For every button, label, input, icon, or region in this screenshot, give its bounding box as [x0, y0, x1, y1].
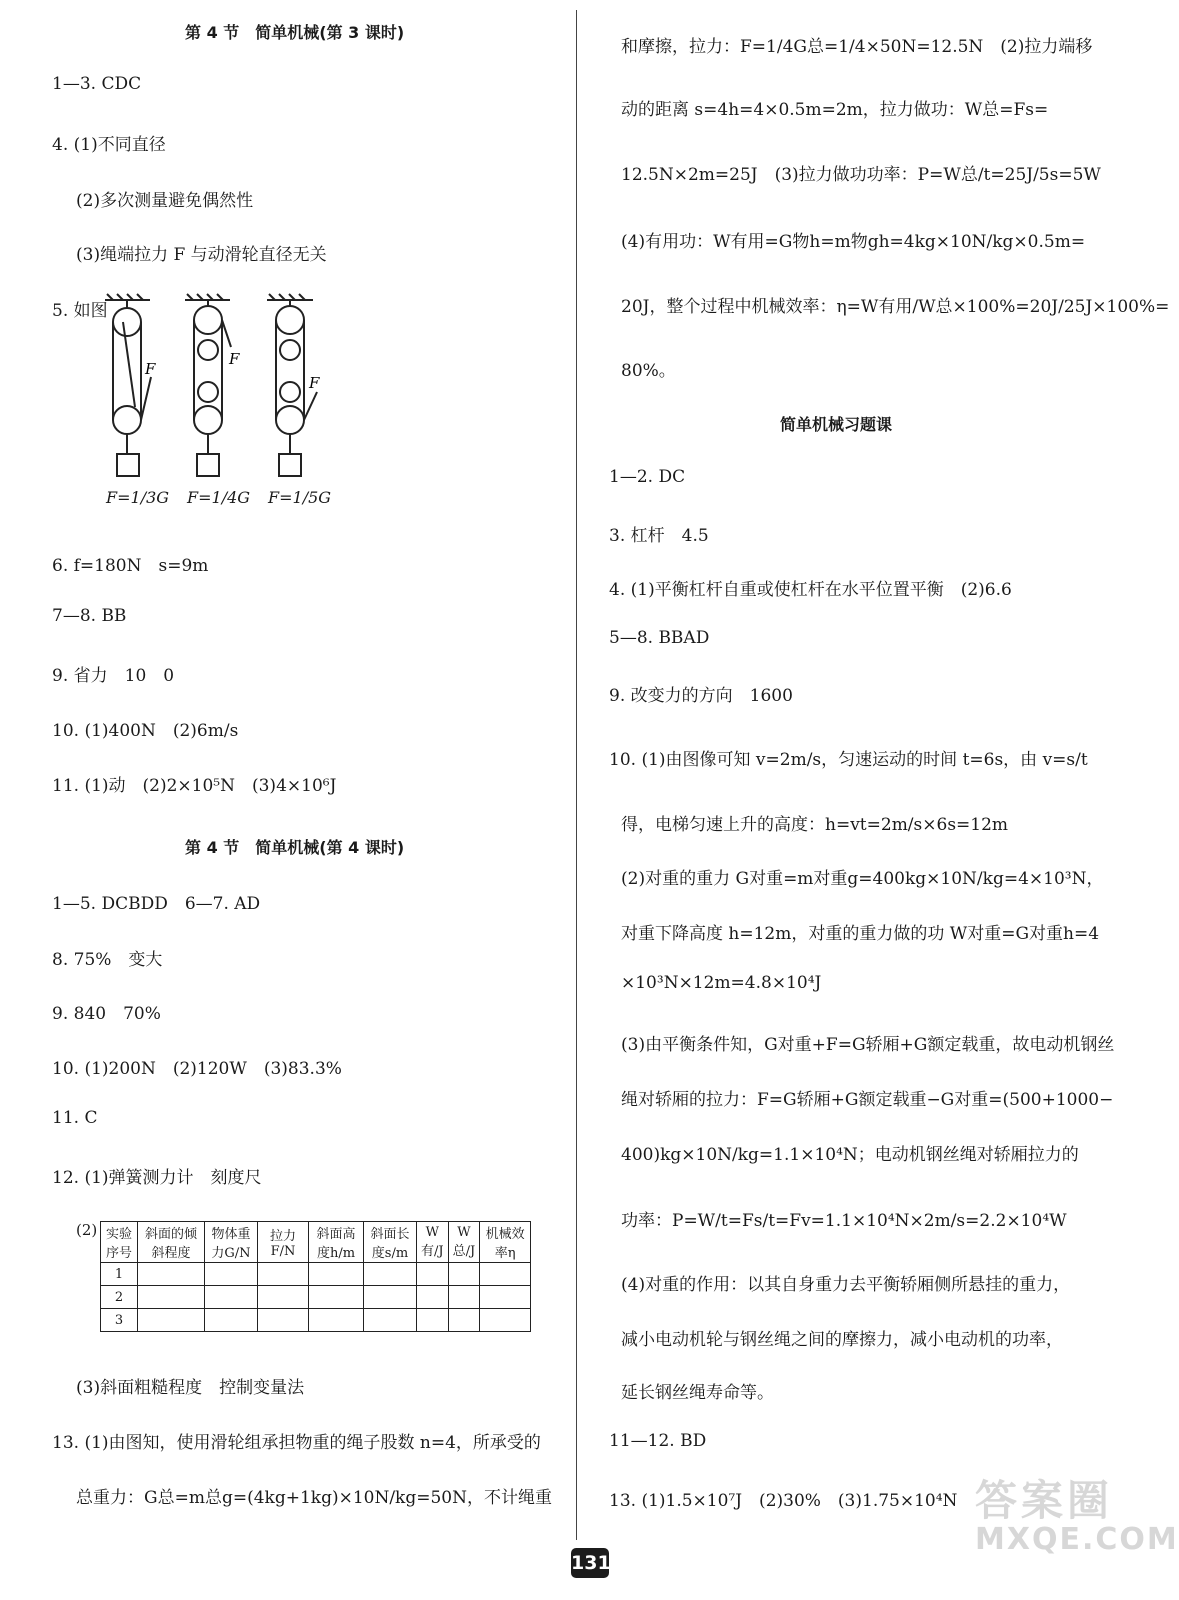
answer-4-3: (3)绳端拉力 F 与动滑轮直径无关: [76, 245, 327, 265]
answer-d-10-1: 10. (1)由图像可知 v=2m/s，匀速运动的时间 t=6s，由 v=s/t: [609, 750, 1088, 770]
answer-b-11: 11. C: [52, 1108, 98, 1128]
answer-d-11-12: 11—12. BD: [609, 1431, 707, 1451]
section-heading-exercise: 简单机械习题课: [780, 415, 893, 434]
answer-c-4: (4)有用功：W有用=G物h=m物gh=4kg×10N/kg×0.5m=: [621, 232, 1086, 252]
table-header-cell: W总/J: [448, 1222, 480, 1263]
answer-d-1-2: 1—2. DC: [609, 467, 686, 487]
table-header-cell: 斜面高度h/m: [309, 1222, 364, 1263]
answer-4-2: (2)多次测量避免偶然性: [76, 191, 254, 211]
answer-b-12-2-label: (2): [76, 1221, 98, 1239]
answer-d-4: 4. (1)平衡杠杆自重或使杠杆在水平位置平衡 (2)6.6: [609, 580, 1012, 600]
pulley-figure: [95, 292, 335, 492]
answer-b-13-1: 13. (1)由图知，使用滑轮组承担物重的绳子股数 n=4，所承受的: [52, 1433, 541, 1453]
answer-d-10-3: (2)对重的重力 G对重=m对重g=400kg×10N/kg=4×10³N，: [621, 869, 1104, 889]
watermark-logo: [975, 1468, 1179, 1557]
table-cell-index: 1: [101, 1263, 138, 1286]
table-cell-index: 3: [101, 1309, 138, 1332]
table-row: [101, 1263, 531, 1286]
answer-c-6: 80%。: [621, 361, 676, 381]
answer-b-13-2: 总重力：G总=m总g=(4kg+1kg)×10N/kg=50N，不计绳重: [76, 1488, 552, 1508]
table-row: [101, 1286, 531, 1309]
watermark-top-text: 答案圈: [975, 1476, 1114, 1525]
column-divider: [576, 10, 577, 1540]
experiment-table: [100, 1221, 531, 1332]
answer-b-12-3: (3)斜面粗糙程度 控制变量法: [76, 1378, 305, 1398]
table-row: [101, 1309, 531, 1332]
answer-d-10-10: (4)对重的作用：以其自身重力去平衡轿厢侧所悬挂的重力，: [621, 1275, 1071, 1295]
figure-caption-2: F=1/4G: [187, 488, 251, 507]
answer-c-2: 动的距离 s=4h=4×0.5m=2m，拉力做功：W总=Fs=: [621, 100, 1049, 120]
table-header-cell: 斜面长度s/m: [364, 1222, 417, 1263]
section-heading-lesson-3: 第 4 节 简单机械(第 3 课时): [185, 23, 405, 42]
answer-10: 10. (1)400N (2)6m/s: [52, 721, 239, 741]
answer-c-5: 20J，整个过程中机械效率：η=W有用/W总×100%=20J/25J×100%=: [621, 297, 1170, 317]
figure-caption-3: F=1/5G: [268, 488, 332, 507]
section-heading-lesson-4: 第 4 节 简单机械(第 4 课时): [185, 838, 405, 857]
figure-caption-1: F=1/3G: [106, 488, 170, 507]
answer-b-8: 8. 75% 变大: [52, 950, 163, 970]
force-label-3: F: [309, 374, 320, 392]
force-label-1: F: [145, 360, 156, 378]
answer-1-3: 1—3. CDC: [52, 74, 142, 94]
answer-d-10-6: (3)由平衡条件知，G对重+F=G轿厢+G额定载重，故电动机钢丝: [621, 1035, 1115, 1055]
answer-d-10-12: 延长钢丝绳寿命等。: [621, 1383, 774, 1403]
answer-4-1: 4. (1)不同直径: [52, 135, 166, 155]
answer-d-10-7: 绳对轿厢的拉力：F=G轿厢+G额定载重−G对重=(500+1000−: [621, 1090, 1114, 1110]
table-header-cell: 拉力F/N: [258, 1222, 309, 1263]
answer-6: 6. f=180N s=9m: [52, 556, 209, 576]
answer-d-10-8: 400)kg×10N/kg=1.1×10⁴N；电动机钢丝绳对轿厢拉力的: [621, 1145, 1079, 1165]
table-cell-index: 2: [101, 1286, 138, 1309]
answer-d-13: 13. (1)1.5×10⁷J (2)30% (3)1.75×10⁴N: [609, 1491, 958, 1511]
answer-b-9: 9. 840 70%: [52, 1004, 161, 1024]
answer-7-8: 7—8. BB: [52, 606, 127, 626]
answer-d-5-8: 5—8. BBAD: [609, 628, 710, 648]
table-header-cell: 斜面的倾斜程度: [138, 1222, 205, 1263]
answer-b-1-7: 1—5. DCBDD 6—7. AD: [52, 894, 261, 914]
watermark-bottom-text: MXQE.COM: [975, 1522, 1179, 1557]
table-header-cell: 机械效率η: [480, 1222, 531, 1263]
answer-d-10-4: 对重下降高度 h=12m，对重的重力做的功 W对重=G对重h=4: [621, 924, 1100, 944]
answer-d-10-2: 得，电梯匀速上升的高度：h=vt=2m/s×6s=12m: [621, 815, 1009, 835]
answer-b-12-1: 12. (1)弹簧测力计 刻度尺: [52, 1168, 262, 1188]
table-header-cell: W有/J: [417, 1222, 449, 1263]
force-label-2: F: [229, 350, 240, 368]
answer-c-1: 和摩擦，拉力：F=1/4G总=1/4×50N=12.5N (2)拉力端移: [621, 37, 1093, 57]
table-header-row: [101, 1222, 531, 1263]
answer-d-10-11: 减小电动机轮与钢丝绳之间的摩擦力，减小电动机的功率，: [621, 1330, 1063, 1350]
answer-d-9: 9. 改变力的方向 1600: [609, 686, 793, 706]
answer-9: 9. 省力 10 0: [52, 666, 175, 686]
page-number: 131: [571, 1548, 609, 1578]
table-header-cell: 物体重力G/N: [205, 1222, 258, 1263]
answer-d-10-5: ×10³N×12m=4.8×10⁴J: [621, 973, 822, 993]
table-header-cell: 实验序号: [101, 1222, 138, 1263]
answer-b-10: 10. (1)200N (2)120W (3)83.3%: [52, 1059, 342, 1079]
answer-d-10-9: 功率：P=W/t=Fs/t=Fv=1.1×10⁴N×2m/s=2.2×10⁴W: [621, 1211, 1067, 1231]
answer-d-3: 3. 杠杆 4.5: [609, 526, 709, 546]
answer-c-3: 12.5N×2m=25J (3)拉力做功功率：P=W总/t=25J/5s=5W: [621, 165, 1101, 185]
answer-11: 11. (1)动 (2)2×10⁵N (3)4×10⁶J: [52, 776, 337, 796]
answer-5: 5. 如图: [52, 301, 108, 321]
